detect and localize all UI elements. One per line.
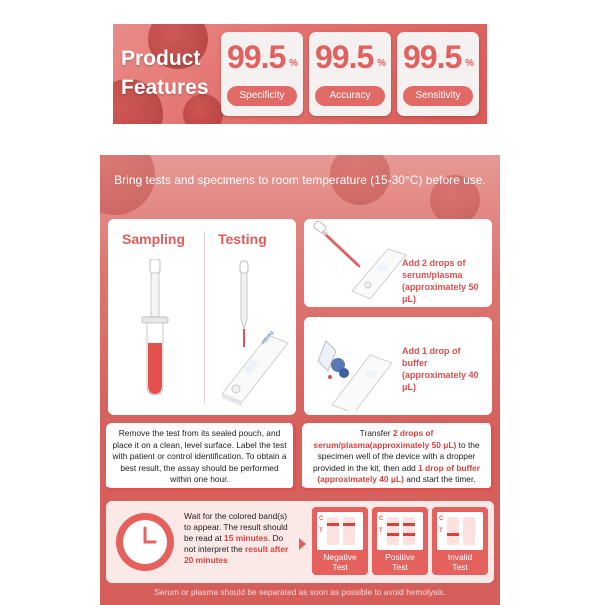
stat-label: Sensitivity: [403, 86, 473, 106]
result-label: [372, 552, 428, 572]
result-label-line2: Test: [392, 562, 408, 572]
text-highlight: result after 20 minutes: [184, 544, 289, 565]
control-band: [343, 523, 355, 526]
step-add-serum-card: [304, 219, 492, 307]
test-strip: [317, 512, 363, 550]
control-band: [403, 523, 415, 526]
product-features-banner: [113, 24, 487, 124]
text-part: Transfer: [359, 428, 393, 438]
result-window: [387, 517, 399, 545]
read-time-text: [184, 511, 296, 566]
text-part: to the specimen well of the device with a dropper provided in the kit, then add: [312, 439, 480, 473]
test-band: [447, 533, 459, 536]
result-window: [343, 517, 355, 545]
stat-unit: %: [465, 58, 474, 69]
result-window: [463, 517, 475, 545]
serum-line2: serum/plasma: [402, 270, 463, 280]
features-title-line1: Product: [121, 47, 201, 70]
result-invalid: [432, 507, 488, 575]
features-title: [121, 44, 209, 102]
stat-unit: %: [377, 58, 386, 69]
procedure-header: Bring tests and specimens to room temperature (15-30°C) before use.: [114, 173, 486, 187]
result-label: [312, 552, 368, 572]
divider: [204, 231, 205, 403]
test-strip: [377, 512, 423, 550]
result-label-line1: Negative: [323, 552, 357, 562]
test-marker: T: [439, 528, 443, 534]
control-marker: C: [379, 516, 384, 522]
result-label-line1: Invalid: [447, 552, 473, 562]
results-section: [106, 501, 494, 583]
transfer-specimen-text: [302, 423, 494, 491]
testing-label: Testing: [218, 231, 267, 247]
text-part: Wait for the colored band(s) to appear. The result should be read at: [184, 511, 288, 543]
result-label-line2: Test: [332, 562, 348, 572]
result-positive: [372, 507, 428, 575]
serum-line1: Add 2 drops of: [402, 258, 466, 268]
dropper-icon: [308, 221, 408, 305]
buffer-line1: Add 1 drop of: [402, 346, 461, 356]
control-band: [327, 523, 339, 526]
result-label-line1: Positive: [385, 552, 415, 562]
stat-value: 99.5: [403, 39, 462, 75]
stat-accuracy: [309, 32, 391, 116]
test-band: [387, 533, 399, 536]
serum-line3: (approximately 50 μL): [402, 282, 479, 304]
control-marker: C: [439, 516, 444, 522]
step-add-buffer-card: [304, 317, 492, 415]
prepare-test-text: Remove the test from its sealed pouch, and place it on a clean, level surface. Label the test with patient or control identification. To obtain a best result, the assay should be performed within one hour.: [106, 423, 296, 491]
buffer-instruction: [402, 345, 492, 393]
result-label-line2: Test: [452, 562, 468, 572]
test-marker: T: [379, 528, 383, 534]
device-brand: HBsAg: [260, 330, 275, 346]
arrow-right-icon: [299, 538, 306, 550]
result-negative: [312, 507, 368, 575]
test-marker: T: [319, 528, 323, 534]
hemolysis-note: Serum or plasma should be separated as soon as possible to avoid hemolysis.: [154, 587, 446, 597]
sampling-tube-icon: [136, 259, 176, 409]
result-window: [447, 517, 459, 545]
text-highlight: 15 minutes: [224, 533, 268, 543]
result-window: [403, 517, 415, 545]
clock-icon: [116, 513, 174, 571]
stat-unit: %: [289, 58, 298, 69]
result-window: [327, 517, 339, 545]
procedure-panel: [100, 155, 500, 605]
text-part: and start the timer.: [403, 474, 476, 485]
stat-value: 99.5: [227, 39, 286, 75]
text-highlight: 1 drop of buffer (approximately 40 μL): [317, 462, 481, 485]
control-marker: C: [319, 516, 324, 522]
test-strip: [437, 512, 483, 550]
stat-value: 99.5: [315, 39, 374, 75]
sampling-label: Sampling: [122, 231, 186, 247]
stat-label: Accuracy: [315, 86, 385, 106]
test-band: [403, 533, 415, 536]
buffer-line2: buffer: [402, 358, 428, 368]
stat-label: Specificity: [227, 86, 297, 106]
control-band: [387, 523, 399, 526]
result-label: [432, 552, 488, 572]
buffer-bottle-icon: [308, 321, 408, 411]
sampling-testing-card: [108, 219, 296, 415]
features-title-line2: Features: [121, 76, 209, 99]
clock-hands: [123, 520, 167, 564]
buffer-line3: (approximately 40 μL): [402, 370, 479, 392]
text-highlight: 2 drops of serum/plasma(approximately 50 μL): [313, 428, 457, 450]
serum-instruction: [402, 257, 492, 305]
stat-sensitivity: [397, 32, 479, 116]
testing-device-icon: [206, 259, 296, 409]
stat-specificity: [221, 32, 303, 116]
text-part: . Do not interpret the: [184, 533, 284, 554]
